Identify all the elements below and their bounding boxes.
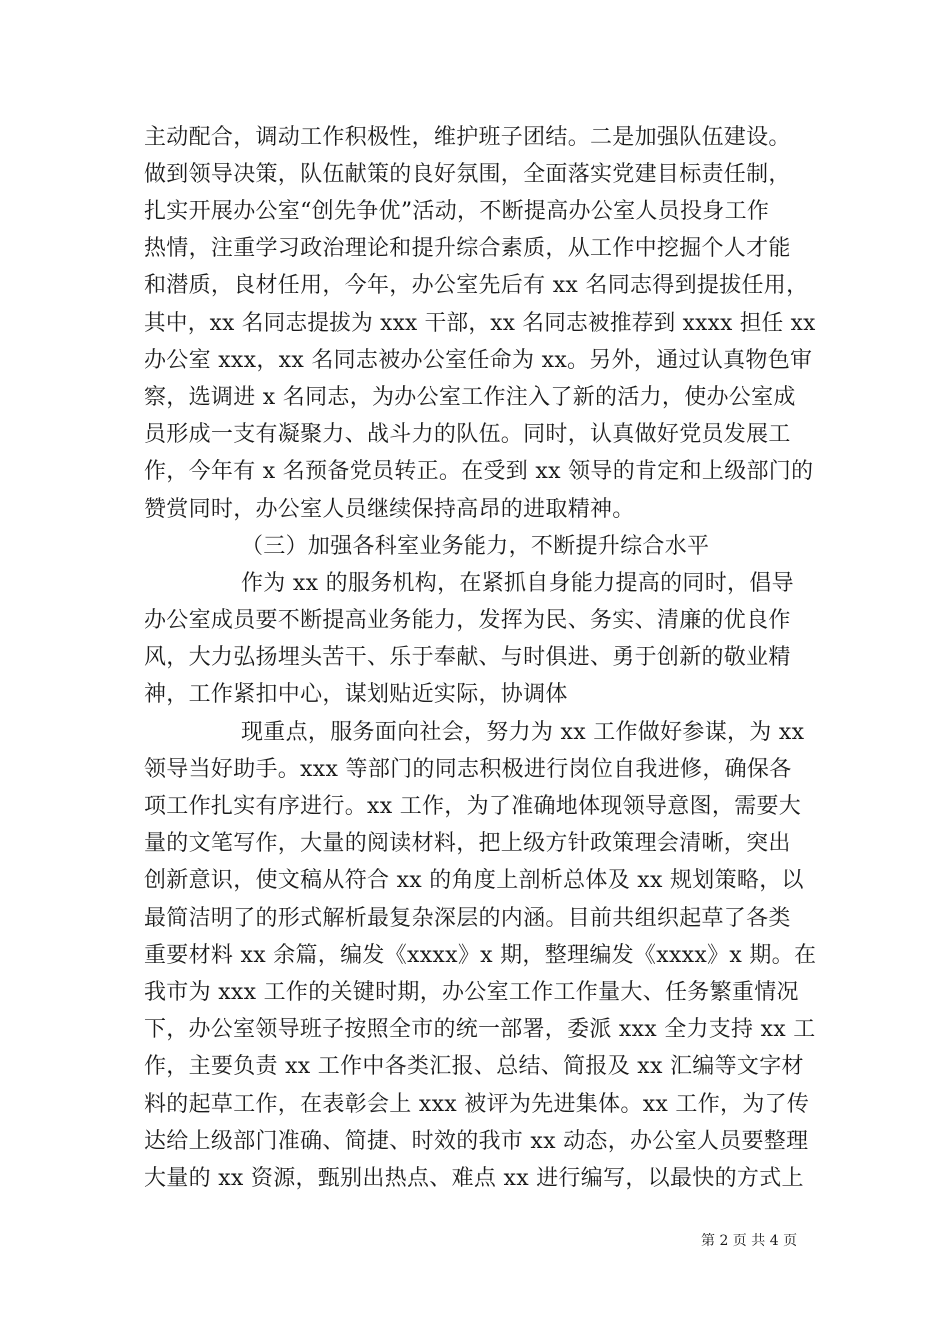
text-line: 我市为 xxx 工作的关键时期，办公室工作工作量大、任务繁重情况 <box>144 980 799 1005</box>
text-line: 风，大力弘扬埋头苦干、乐于奉献、与时俱进、勇于创新的敬业精 <box>144 645 791 670</box>
text-line: 扎实开展办公室“创先争优”活动，不断提高办公室人员投身工作 <box>144 199 770 224</box>
text-line: 量的文笔写作，大量的阅读材料，把上级方针政策理会清晰，突出 <box>144 831 791 856</box>
text-line: 下，办公室领导班子按照全市的统一部署，委派 xxx 全力支持 xx 工 <box>144 1017 816 1042</box>
text-line: 办公室 xxx，xx 名同志被办公室任命为 xx。另外，通过认真物色审 <box>144 348 813 373</box>
text-line: 大量的 xx 资源，甄别出热点、难点 xx 进行编写，以最快的方式上 <box>144 1166 804 1191</box>
paragraph-first-line: 作为 xx 的服务机构，在紧抓自身能力提高的同时，倡导 <box>241 571 794 596</box>
text-line: 项工作扎实有序进行。xx 工作，为了准确地体现领导意图，需要大 <box>144 794 802 819</box>
page-number: 第 2 页 共 4 页 <box>701 1233 798 1249</box>
text-line: 重要材料 xx 余篇，编发《xxxx》x 期，整理编发《xxxx》x 期。在 <box>144 943 817 968</box>
text-line: 领导当好助手。xxx 等部门的同志积极进行岗位自我进修，确保各 <box>144 757 792 782</box>
text-line: 作，主要负责 xx 工作中各类汇报、总结、简报及 xx 汇编等文字材 <box>144 1054 804 1079</box>
text-line: 达给上级部门准确、简捷、时效的我市 xx 动态，办公室人员要整理 <box>144 1129 809 1154</box>
text-line: 做到领导决策，队伍献策的良好氛围，全面落实党建目标责任制， <box>144 162 791 187</box>
text-line: 最简洁明了的形式解析最复杂深层的内涵。目前共组织起草了各类 <box>144 906 791 931</box>
text-line: 作，今年有 x 名预备党员转正。在受到 xx 领导的肯定和上级部门的 <box>144 459 814 484</box>
section-heading: （三）加强各科室业务能力，不断提升综合水平 <box>241 534 710 559</box>
text-line: 赞赏同时，办公室人员继续保持高昂的进取精神。 <box>144 497 635 522</box>
text-line: 察，选调进 x 名同志，为办公室工作注入了新的活力，使办公室成 <box>144 385 796 410</box>
text-line: 其中，xx 名同志提拔为 xxx 干部，xx 名同志被推荐到 xxxx 担任 xx <box>144 311 816 336</box>
text-line: 料的起草工作，在表彰会上 xxx 被评为先进集体。xx 工作，为了传 <box>144 1092 810 1117</box>
text-line: 员形成一支有凝聚力、战斗力的队伍。同时，认真做好党员发展工 <box>144 422 791 447</box>
text-line: 办公室成员要不断提高业务能力，发挥为民、务实、清廉的优良作 <box>144 608 791 633</box>
paragraph-first-line: 现重点，服务面向社会，努力为 xx 工作做好参谋，为 xx <box>241 720 805 745</box>
text-line: 神，工作紧扣中心，谋划贴近实际，协调体 <box>144 682 568 707</box>
text-line: 主动配合，调动工作积极性，维护班子团结。二是加强队伍建设。 <box>144 125 791 150</box>
text-line: 和潜质，良材任用，今年，办公室先后有 xx 名同志得到提拔任用， <box>144 273 809 298</box>
text-line: 创新意识，使文稿从符合 xx 的角度上剖析总体及 xx 规划策略，以 <box>144 868 804 893</box>
text-line: 热情，注重学习政治理论和提升综合素质，从工作中挖掘个人才能 <box>144 236 791 261</box>
